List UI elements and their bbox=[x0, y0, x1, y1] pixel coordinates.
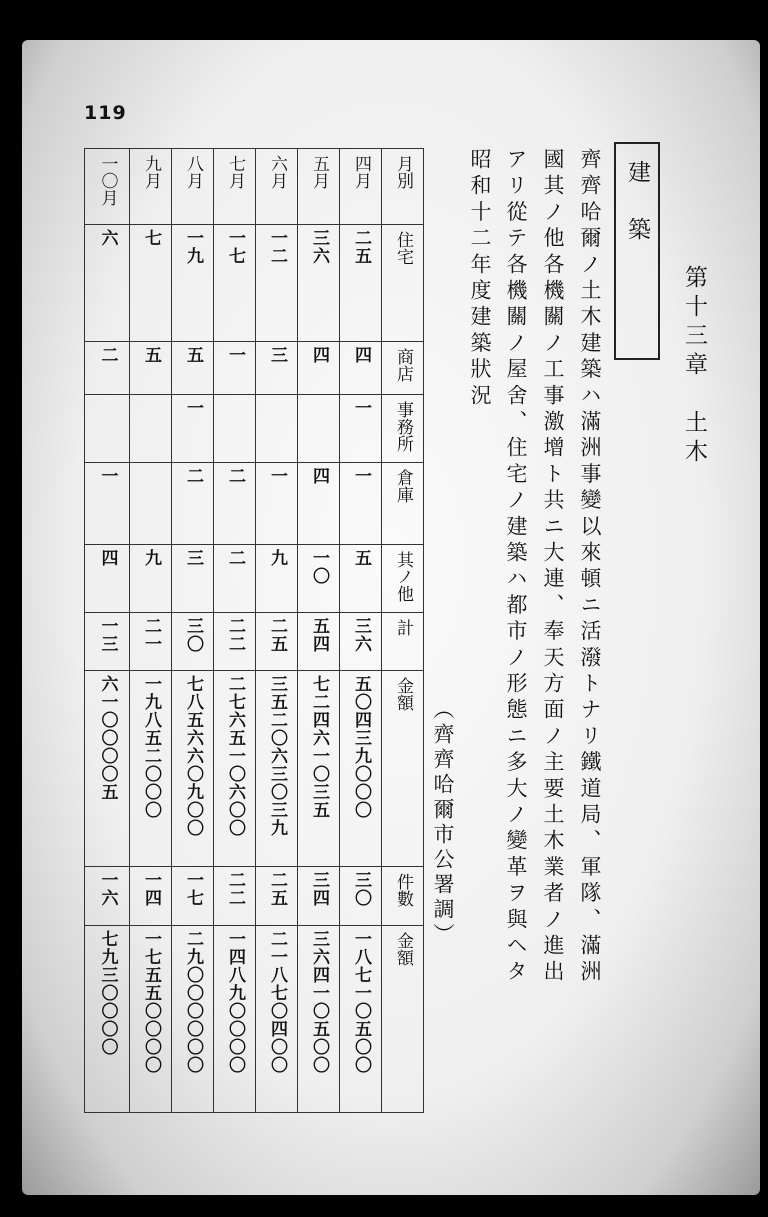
table-cell bbox=[214, 612, 256, 671]
table-row bbox=[85, 866, 453, 925]
table-cell bbox=[298, 544, 340, 612]
cell-value: 三 bbox=[267, 346, 287, 365]
body-line-1: 齊齊哈爾ノ土木建築ハ滿洲事變以來頓ニ活潑トナリ鐵道局、軍隊、滿洲 bbox=[578, 148, 602, 987]
cell-value: 一六 bbox=[97, 870, 118, 907]
month-label: 五月 bbox=[309, 155, 329, 189]
table-cell bbox=[85, 225, 130, 342]
month-cell bbox=[298, 149, 340, 225]
month-label: 九月 bbox=[141, 155, 161, 189]
cell-value: 二 bbox=[225, 466, 245, 485]
table-cell bbox=[130, 671, 172, 867]
table-cell bbox=[130, 225, 172, 342]
table-cell bbox=[340, 866, 382, 925]
cell-value: 二五 bbox=[351, 229, 371, 266]
cell-value: 三五二〇六三〇三九 bbox=[267, 675, 287, 838]
month-cell bbox=[172, 149, 214, 225]
column-header-cell bbox=[382, 394, 424, 462]
table-cell bbox=[298, 394, 340, 462]
month-header-cell bbox=[382, 149, 424, 225]
cell-value: 一 bbox=[97, 466, 118, 485]
table-row bbox=[85, 462, 453, 544]
month-label: 一〇月 bbox=[97, 155, 118, 206]
column-header-label: 金額 bbox=[393, 677, 413, 712]
cell-value: 四 bbox=[97, 548, 118, 567]
table-cell bbox=[172, 925, 214, 1112]
cell-value: 三〇 bbox=[183, 616, 203, 653]
table-cell bbox=[340, 394, 382, 462]
cell-value: 一四 bbox=[141, 870, 161, 907]
cell-value: 一 bbox=[351, 466, 371, 485]
table-cell bbox=[85, 544, 130, 612]
body-line-3: アリ從テ各機關ノ屋舍、住宅ノ建築ハ都市ノ形態ニ多大ノ變革ヲ與ヘタ bbox=[504, 148, 528, 987]
month-label: 四月 bbox=[351, 155, 371, 189]
month-label: 八月 bbox=[183, 155, 203, 189]
month-label: 六月 bbox=[267, 155, 287, 189]
cell-value: 一七 bbox=[183, 870, 203, 907]
month-cell bbox=[214, 149, 256, 225]
table-cell bbox=[214, 225, 256, 342]
table-cell bbox=[214, 342, 256, 395]
column-header-cell bbox=[382, 612, 424, 671]
table-cell bbox=[214, 925, 256, 1112]
table-cell bbox=[85, 671, 130, 867]
construction-stats-table bbox=[84, 148, 453, 1113]
cell-value: 一 bbox=[267, 466, 287, 485]
table-cell bbox=[130, 462, 172, 544]
table-cell bbox=[214, 671, 256, 867]
table-cell bbox=[85, 925, 130, 1112]
table-cell bbox=[130, 394, 172, 462]
cell-value: 五 bbox=[183, 346, 203, 365]
column-header-cell bbox=[382, 462, 424, 544]
cell-value: 三六 bbox=[351, 616, 371, 653]
column-header-label: 住宅 bbox=[393, 231, 413, 266]
month-cell bbox=[340, 149, 382, 225]
table-cell bbox=[214, 394, 256, 462]
column-header-label: 倉庫 bbox=[393, 468, 413, 503]
table-row bbox=[85, 342, 453, 395]
attribution: （齊齊哈爾市公署調） bbox=[431, 698, 455, 948]
cell-value: 一 bbox=[183, 398, 203, 417]
table-cell bbox=[172, 225, 214, 342]
cell-value: 五 bbox=[351, 548, 371, 567]
cell-value: 三〇 bbox=[351, 870, 371, 907]
table-cell bbox=[85, 342, 130, 395]
table-cell bbox=[298, 925, 340, 1112]
cell-value: 七二四六一〇三五 bbox=[309, 675, 329, 820]
cell-value: 二二 bbox=[225, 870, 245, 907]
page-number: 119 bbox=[84, 102, 127, 124]
month-header-label: 月別 bbox=[393, 155, 413, 189]
cell-value: 三四 bbox=[309, 870, 329, 907]
table-cell bbox=[85, 394, 130, 462]
column-header-cell bbox=[382, 544, 424, 612]
table-cell bbox=[172, 394, 214, 462]
table-cell bbox=[340, 925, 382, 1112]
cell-value: 七九三〇〇〇〇 bbox=[97, 929, 118, 1056]
section-title: 建築 bbox=[624, 160, 650, 274]
month-header-row bbox=[85, 149, 453, 225]
table-cell bbox=[298, 462, 340, 544]
table-cell bbox=[298, 342, 340, 395]
table-cell bbox=[85, 462, 130, 544]
table-cell bbox=[172, 671, 214, 867]
table-cell bbox=[172, 342, 214, 395]
cell-value: 一二 bbox=[267, 229, 287, 266]
column-header-cell bbox=[382, 671, 424, 867]
cell-value: 一七 bbox=[225, 229, 245, 266]
table-cell bbox=[256, 394, 298, 462]
table-cell bbox=[85, 866, 130, 925]
document-page bbox=[22, 40, 760, 1195]
cell-value: 九 bbox=[141, 548, 161, 567]
table-cell bbox=[130, 925, 172, 1112]
month-cell bbox=[85, 149, 130, 225]
table-row bbox=[85, 544, 453, 612]
cell-value: 二一 bbox=[141, 616, 161, 653]
table-cell bbox=[340, 342, 382, 395]
cell-value: 二一八七〇四〇〇 bbox=[267, 929, 287, 1074]
month-cell bbox=[130, 149, 172, 225]
cell-value: 四 bbox=[351, 346, 371, 365]
cell-value: 三六 bbox=[309, 229, 329, 266]
table-cell bbox=[172, 866, 214, 925]
table-cell bbox=[340, 612, 382, 671]
table-cell bbox=[298, 612, 340, 671]
month-cell bbox=[256, 149, 298, 225]
table-cell bbox=[298, 671, 340, 867]
cell-value: 二七六五一〇六〇〇 bbox=[225, 675, 245, 838]
column-header-label: 其ノ他 bbox=[393, 550, 413, 602]
cell-value: 一四八九〇〇〇〇 bbox=[225, 929, 245, 1074]
section-title-box bbox=[614, 142, 660, 360]
cell-value: 六 bbox=[97, 229, 118, 248]
cell-value: 五〇四三九〇〇〇 bbox=[351, 675, 371, 820]
table-cell bbox=[256, 462, 298, 544]
cell-value: 七八五六六〇九〇〇 bbox=[183, 675, 203, 838]
column-header-label: 商店 bbox=[393, 348, 413, 383]
table-row bbox=[85, 671, 453, 867]
cell-value: 二 bbox=[183, 466, 203, 485]
cell-value: 二五 bbox=[267, 870, 287, 907]
table-cell bbox=[256, 225, 298, 342]
table-cell bbox=[256, 544, 298, 612]
cell-value: 三 bbox=[183, 548, 203, 567]
table-cell bbox=[256, 866, 298, 925]
cell-value: 五 bbox=[141, 346, 161, 365]
table-cell bbox=[340, 462, 382, 544]
column-header-label: 件數 bbox=[393, 872, 413, 907]
table-row bbox=[85, 394, 453, 462]
table-cell bbox=[340, 544, 382, 612]
table-cell bbox=[214, 462, 256, 544]
table-cell bbox=[340, 671, 382, 867]
column-header-label: 事務所 bbox=[393, 400, 413, 452]
table-cell bbox=[256, 671, 298, 867]
table-row bbox=[85, 612, 453, 671]
cell-value: 二二 bbox=[225, 616, 245, 653]
table-cell bbox=[172, 462, 214, 544]
table-cell bbox=[130, 866, 172, 925]
body-line-4: 昭和十二年度建築狀況 bbox=[468, 148, 492, 410]
cell-value: 一九八五二〇〇〇 bbox=[141, 675, 161, 820]
table-cell bbox=[256, 342, 298, 395]
cell-value: 四 bbox=[309, 466, 329, 485]
body-line-2: 國其ノ他各機關ノ工事激增ト共ニ大連、奉天方面ノ主要土木業者ノ進出 bbox=[541, 148, 565, 987]
table-cell bbox=[214, 866, 256, 925]
column-header-cell bbox=[382, 925, 424, 1112]
table-cell bbox=[130, 612, 172, 671]
table-cell bbox=[256, 925, 298, 1112]
table-row bbox=[85, 225, 453, 342]
cell-value: 九 bbox=[267, 548, 287, 567]
construction-stats-table-wrap bbox=[84, 148, 455, 1113]
cell-value: 一 bbox=[351, 398, 371, 417]
column-header-label: 金額 bbox=[393, 931, 413, 966]
cell-value: 二 bbox=[225, 548, 245, 567]
cell-value: 二五 bbox=[267, 616, 287, 653]
chapter-title: 第十三章 土木 bbox=[681, 265, 707, 468]
cell-value: 七 bbox=[141, 229, 161, 248]
cell-value: 五四 bbox=[309, 616, 329, 653]
cell-value: 二九〇〇〇〇〇〇 bbox=[183, 929, 203, 1074]
table-cell bbox=[298, 866, 340, 925]
cell-value: 四 bbox=[309, 346, 329, 365]
table-row bbox=[85, 925, 453, 1112]
table-cell bbox=[214, 544, 256, 612]
cell-value: 一八七一〇五〇〇 bbox=[351, 929, 371, 1074]
cell-value: 三六四一〇五〇〇 bbox=[309, 929, 329, 1074]
month-label: 七月 bbox=[225, 155, 245, 189]
table-cell bbox=[85, 612, 130, 671]
cell-value: 二 bbox=[97, 346, 118, 365]
cell-value: 一三 bbox=[97, 616, 118, 653]
cell-value: 一七五五〇〇〇〇 bbox=[141, 929, 161, 1074]
cell-value: 一九 bbox=[183, 229, 203, 266]
cell-value: 六一〇〇〇〇五 bbox=[97, 675, 118, 802]
cell-value: 一〇 bbox=[309, 548, 329, 585]
table-cell bbox=[172, 612, 214, 671]
table-cell bbox=[340, 225, 382, 342]
column-header-cell bbox=[382, 866, 424, 925]
table-cell bbox=[130, 544, 172, 612]
table-cell bbox=[130, 342, 172, 395]
column-header-label: 計 bbox=[393, 618, 413, 636]
cell-value: 一 bbox=[225, 346, 245, 365]
table-cell bbox=[298, 225, 340, 342]
table-cell bbox=[172, 544, 214, 612]
column-header-cell bbox=[382, 225, 424, 342]
table-cell bbox=[256, 612, 298, 671]
column-header-cell bbox=[382, 342, 424, 395]
